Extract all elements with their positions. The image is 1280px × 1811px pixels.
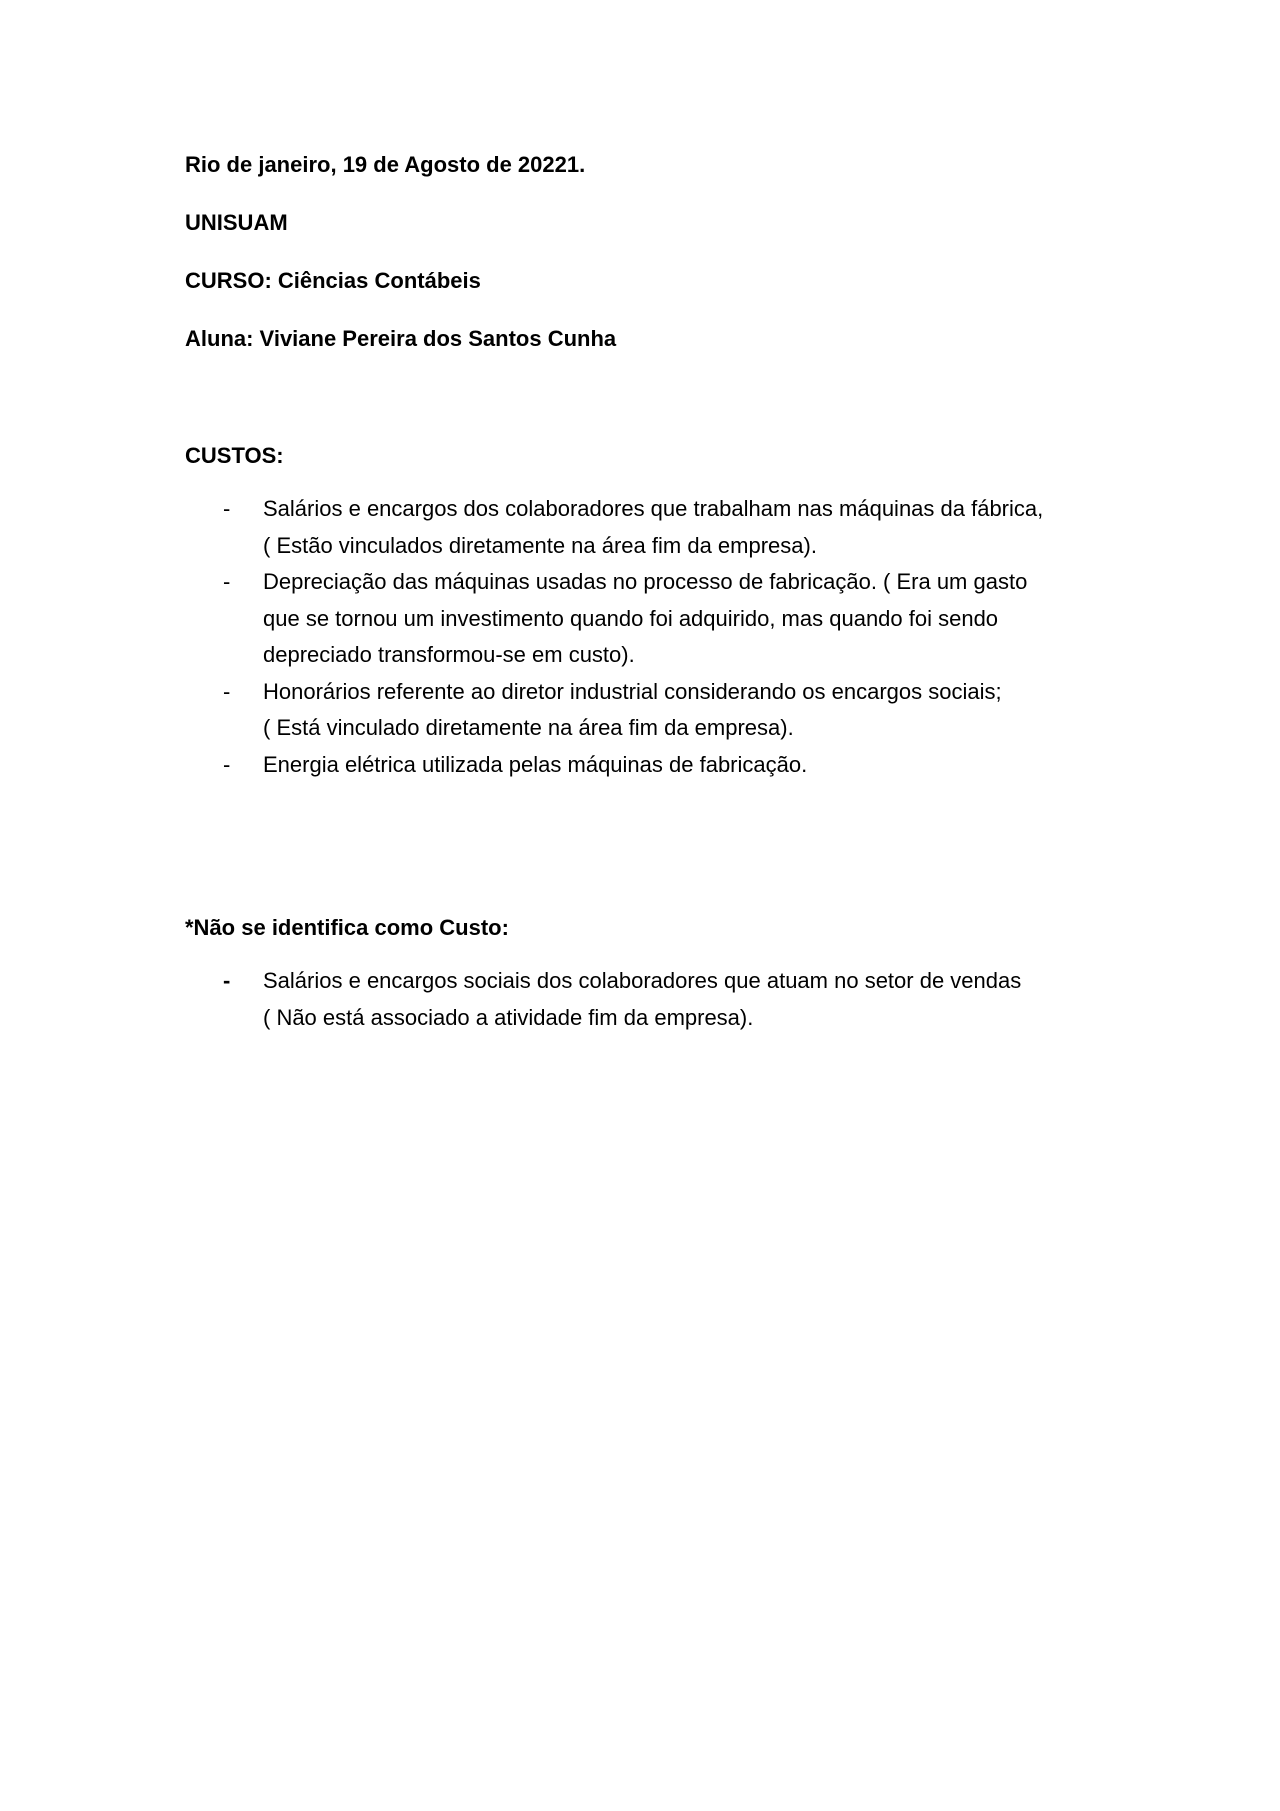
dash-bullet: - <box>223 569 231 594</box>
item-text-line: ( Estão vinculados diretamente na área fim da empresa). <box>263 532 817 558</box>
list-item <box>185 491 1105 564</box>
custos-heading: CUSTOS: <box>185 443 284 468</box>
nao-custo-heading: *Não se identifica como Custo: <box>185 915 509 940</box>
nao-custo-list <box>185 963 1105 1036</box>
list-item <box>185 963 1105 1036</box>
item-text-line: Honorários referente ao diretor industrial considerando os encargos sociais; <box>263 678 1002 704</box>
institution-name: UNISUAM <box>185 210 288 235</box>
list-item <box>185 564 1105 674</box>
dash-bullet: - <box>223 751 231 777</box>
course-line: CURSO: Ciências Contábeis <box>185 268 481 293</box>
custos-list <box>185 491 1105 783</box>
date-line: Rio de janeiro, 19 de Agosto de 20221. <box>185 152 586 177</box>
item-text-line: Energia elétrica utilizada pelas máquinas de fabricação. <box>263 751 808 777</box>
dash-bullet: - <box>223 968 231 993</box>
item-text-line: ( Não está associado a atividade fim da empresa). <box>263 1004 754 1030</box>
dash-bullet: - <box>223 496 231 521</box>
item-text-line: ( Está vinculado diretamente na área fim da empresa). <box>263 715 794 740</box>
document-body <box>185 150 1105 1036</box>
item-text-line: Depreciação das máquinas usadas no processo de fabricação. ( Era um gasto <box>263 569 1028 594</box>
item-text-line: que se tornou um investimento quando foi adquirido, mas quando foi sendo <box>263 605 999 631</box>
student-line: Aluna: Viviane Pereira dos Santos Cunha <box>185 326 617 351</box>
item-text-line: Salários e encargos sociais dos colaboradores que atuam no setor de vendas <box>263 968 1022 993</box>
dash-bullet: - <box>223 678 231 704</box>
item-text-line: Salários e encargos dos colaboradores que trabalham nas máquinas da fábrica, <box>263 496 1044 521</box>
item-text-line: depreciado transformou-se em custo). <box>263 642 635 667</box>
blank-space <box>185 783 1105 913</box>
blank-space <box>185 382 1105 441</box>
list-item <box>185 747 1105 784</box>
list-item <box>185 674 1105 747</box>
